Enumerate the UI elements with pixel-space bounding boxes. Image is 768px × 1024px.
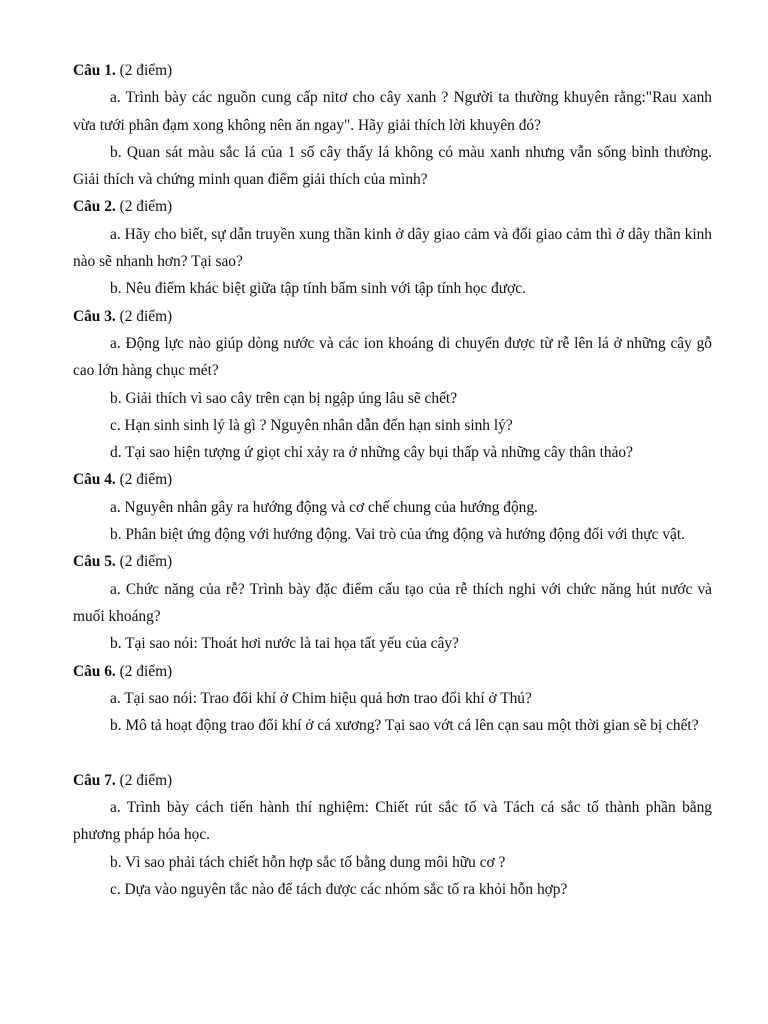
question-item: b. Vì sao phải tách chiết hỗn hợp sắc tố bằng dung môi hữu cơ ? — [110, 853, 506, 871]
question-label: Câu 7. — [73, 771, 116, 789]
question-item: c. Dựa vào nguyên tắc nào để tách được các nhóm sắc tố ra khỏi hỗn hợp? — [110, 880, 568, 898]
blank-line — [73, 739, 712, 766]
question-points: (2 điểm) — [115, 553, 173, 571]
question-item: b. Giải thích vì sao cây trên cạn bị ngập úng lâu sẽ chết? — [110, 389, 458, 407]
question-label: Câu 1. — [73, 62, 116, 79]
question-points: (2 điểm) — [115, 62, 173, 79]
question-7 — [73, 767, 712, 903]
question-6 — [73, 658, 712, 740]
question-item: c. Hạn sinh sinh lý là gì ? Nguyên nhân dẫn đến hạn sinh sinh lý? — [110, 416, 513, 434]
question-item: b. Phân biệt ứng động với hướng động. Vai trò của ứng động và hướng động đối với thực vật. — [110, 526, 685, 544]
question-item: d. Tại sao hiện tượng ứ giọt chỉ xảy ra ở những cây bụi thấp và những cây thân thảo? — [110, 444, 633, 462]
question-item: a. Chức năng của rễ? Trình bày đặc điểm cấu tạo của rễ thích nghi với chức năng hút nước và muối khoáng? — [73, 580, 712, 625]
question-label: Câu 3. — [73, 307, 116, 325]
question-item: a. Hãy cho biết, sự dẫn truyền xung thần kinh ở dây giao cảm và đối giao cảm thì ở dây thần kinh nào sẽ nhanh hơn? Tại sao? — [73, 225, 712, 271]
question-label: Câu 4. — [73, 471, 116, 489]
question-4 — [73, 466, 712, 548]
question-heading — [73, 658, 712, 685]
question-item: a. Nguyên nhân gây ra hướng động và cơ chế chung của hướng động. — [110, 498, 538, 516]
question-item: b. Nêu điểm khác biệt giữa tập tính bẩm sinh với tập tính học được. — [110, 280, 526, 298]
question-points: (2 điểm) — [115, 471, 173, 489]
question-item: a. Trình bày cách tiến hành thí nghiệm: Chiết rút sắc tố và Tách cá sắc tố thành phần bằng phương pháp hóa học. — [73, 799, 712, 844]
question-2 — [73, 193, 712, 302]
question-heading — [73, 303, 712, 330]
question-item: b. Mô tả hoạt động trao đổi khí ở cá xương? Tại sao vớt cá lên cạn sau một thời gian sẽ bị chết? — [110, 717, 699, 735]
question-item: a. Động lực nào giúp dòng nước và các ion khoáng di chuyển được từ rễ lên lá ở những cây gỗ cao lớn hàng chục mét? — [73, 334, 712, 380]
question-points: (2 điểm) — [115, 662, 173, 680]
question-heading — [73, 57, 712, 84]
question-1 — [73, 57, 712, 193]
document-page — [73, 57, 712, 903]
question-item: b. Tại sao nói: Thoát hơi nước là tai họa tất yếu của cây? — [110, 635, 459, 653]
question-label: Câu 6. — [73, 662, 116, 680]
question-item: a. Tại sao nói: Trao đổi khí ở Chim hiệu quả hơn trao đổi khí ở Thú? — [110, 689, 532, 707]
question-label: Câu 5. — [73, 553, 116, 571]
question-points: (2 điểm) — [115, 198, 173, 216]
question-5 — [73, 548, 712, 657]
question-points: (2 điểm) — [115, 771, 173, 789]
question-points: (2 điểm) — [115, 307, 173, 325]
question-item: b. Quan sát màu sắc lá của 1 số cây thấy lá không có màu xanh nhưng vẫn sống bình thường. Giải thích và chứng minh quan điểm giải thích của mình? — [73, 143, 712, 189]
question-heading — [73, 767, 712, 794]
question-heading — [73, 548, 712, 575]
question-heading — [73, 466, 712, 493]
question-item: a. Trình bày các nguồn cung cấp nitơ cho cây xanh ? Người ta thường khuyên rằng:"Rau xanh vừa tưới phân đạm xong không nên ăn ngay". Hãy giải thích lời khuyên đó? — [73, 89, 712, 134]
question-label: Câu 2. — [73, 198, 116, 216]
question-heading — [73, 193, 712, 220]
question-3 — [73, 303, 712, 467]
